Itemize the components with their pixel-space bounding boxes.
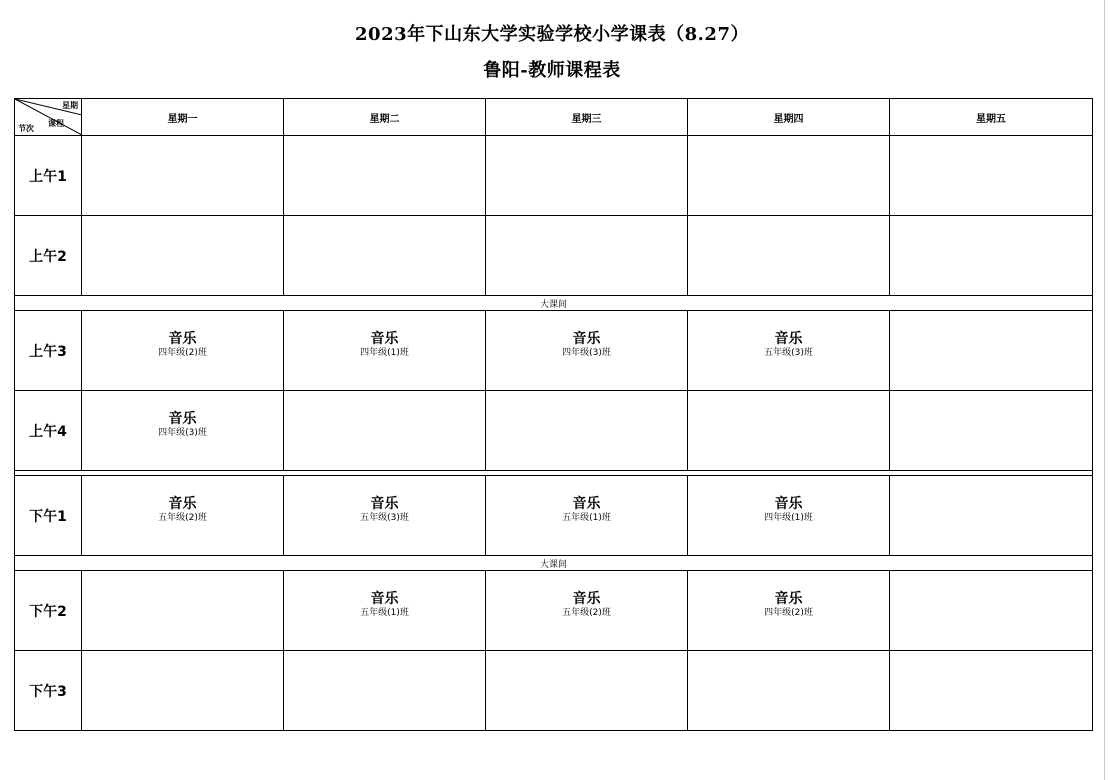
period-label: 上午4 [15, 391, 82, 471]
cell-subject: 音乐 [370, 590, 399, 607]
cell-class: 五年级(3)班 [360, 512, 409, 523]
cell-subject: 音乐 [774, 495, 803, 512]
schedule-cell [688, 136, 890, 216]
schedule-cell [82, 476, 284, 556]
schedule-cell [688, 311, 890, 391]
period-row [15, 311, 1093, 391]
corner-label-section: 节次 [18, 124, 34, 133]
break-label: 大课间 [15, 296, 1093, 311]
schedule-cell [688, 476, 890, 556]
period-row [15, 391, 1093, 471]
period-row [15, 216, 1093, 296]
corner-cell [15, 99, 82, 136]
page-subtitle: 鲁阳-教师课程表 [483, 60, 621, 81]
break-label: 大课间 [15, 556, 1093, 571]
schedule-table [14, 98, 1093, 731]
cell-class: 四年级(3)班 [158, 427, 207, 438]
page-title: 2023年下山东大学实验学校小学课表（8.27） [355, 24, 749, 45]
schedule-cell [486, 651, 688, 731]
day-header-tue: 星期二 [284, 99, 486, 136]
cell-class: 五年级(3)班 [764, 347, 813, 358]
schedule-cell [82, 136, 284, 216]
schedule-cell [890, 391, 1093, 471]
schedule-cell [284, 476, 486, 556]
cell-subject: 音乐 [370, 495, 399, 512]
schedule-cell [688, 571, 890, 651]
period-row [15, 136, 1093, 216]
period-label: 下午2 [15, 571, 82, 651]
day-header-wed: 星期三 [486, 99, 688, 136]
day-header-fri: 星期五 [890, 99, 1093, 136]
schedule-cell [688, 216, 890, 296]
period-label: 上午3 [15, 311, 82, 391]
schedule-cell [284, 136, 486, 216]
cell-subject: 音乐 [572, 495, 601, 512]
cell-class: 四年级(2)班 [764, 607, 813, 618]
schedule-cell [284, 311, 486, 391]
cell-subject: 音乐 [774, 590, 803, 607]
schedule-cell [890, 311, 1093, 391]
cell-class: 五年级(2)班 [158, 512, 207, 523]
schedule-cell [890, 136, 1093, 216]
schedule-cell [284, 571, 486, 651]
schedule-cell [890, 216, 1093, 296]
schedule-cell [890, 571, 1093, 651]
schedule-cell [82, 216, 284, 296]
cell-class: 四年级(1)班 [360, 347, 409, 358]
cell-subject: 音乐 [168, 495, 197, 512]
corner-label-subject: 课程 [48, 119, 64, 128]
schedule-cell [688, 391, 890, 471]
cell-class: 四年级(3)班 [562, 347, 611, 358]
period-label: 上午2 [15, 216, 82, 296]
cell-subject: 音乐 [168, 410, 197, 427]
schedule-cell [284, 216, 486, 296]
cell-subject: 音乐 [572, 330, 601, 347]
cell-subject: 音乐 [572, 590, 601, 607]
break-row-morning [15, 296, 1093, 311]
period-row [15, 476, 1093, 556]
schedule-cell [486, 571, 688, 651]
cell-class: 五年级(2)班 [562, 607, 611, 618]
day-header-thu: 星期四 [688, 99, 890, 136]
cell-class: 四年级(1)班 [764, 512, 813, 523]
corner-label-week: 星期 [62, 101, 78, 110]
schedule-cell [82, 571, 284, 651]
period-label: 下午3 [15, 651, 82, 731]
cell-subject: 音乐 [370, 330, 399, 347]
cell-class: 五年级(1)班 [562, 512, 611, 523]
page-edge-rule [1104, 0, 1105, 780]
cell-subject: 音乐 [774, 330, 803, 347]
schedule-cell [82, 311, 284, 391]
schedule-cell [284, 391, 486, 471]
schedule-cell [486, 391, 688, 471]
schedule-cell [486, 136, 688, 216]
period-row [15, 571, 1093, 651]
schedule-cell [890, 476, 1093, 556]
schedule-cell [486, 311, 688, 391]
schedule-cell [890, 651, 1093, 731]
cell-class: 五年级(1)班 [360, 607, 409, 618]
schedule-cell [82, 391, 284, 471]
period-row [15, 651, 1093, 731]
header-row [15, 99, 1093, 136]
break-row-afternoon [15, 556, 1093, 571]
schedule-cell [688, 651, 890, 731]
day-header-mon: 星期一 [82, 99, 284, 136]
schedule-cell [284, 651, 486, 731]
schedule-cell [486, 476, 688, 556]
period-label: 上午1 [15, 136, 82, 216]
schedule-cell [82, 651, 284, 731]
cell-class: 四年级(2)班 [158, 347, 207, 358]
cell-subject: 音乐 [168, 330, 197, 347]
schedule-cell [486, 216, 688, 296]
period-label: 下午1 [15, 476, 82, 556]
